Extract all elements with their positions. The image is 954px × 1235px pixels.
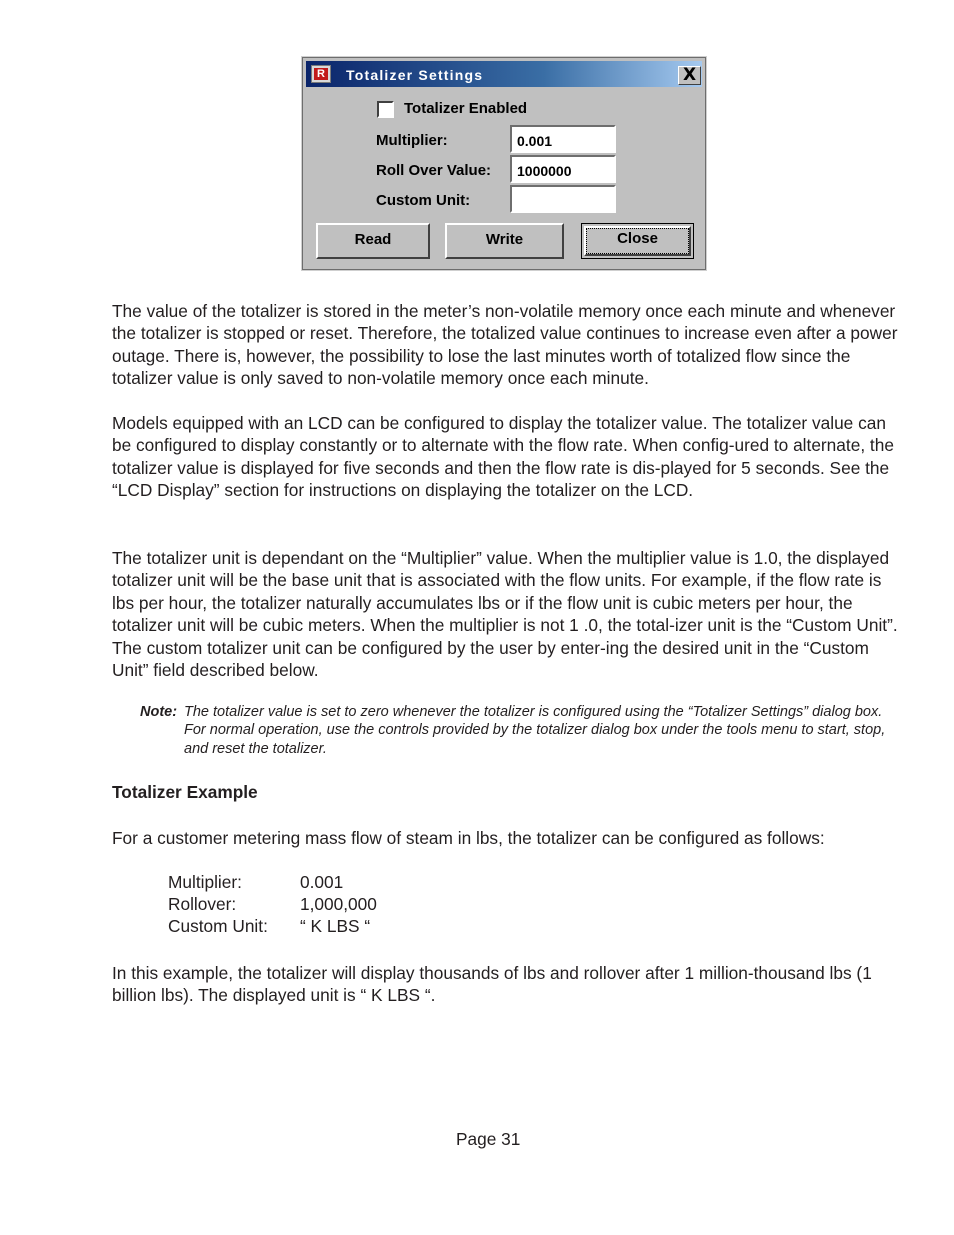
totalizer-enabled-label: Totalizer Enabled xyxy=(404,100,528,117)
paragraph-totalizer-unit: The totalizer unit is dependant on the “Multiplier” value. When the multiplier value is 1.0, the displayed totalizer unit will be the base unit that is associated with the flow units. For example, if the flow rate is lbs per hour, the totalizer naturally accumulates lbs or if the flow unit is cubic meters per hour, the totalizer unit will be cubic meters. When the multiplier is not 1 .0, the total-izer unit is the “Custom Unit”. The custom totalizer unit can be configured by the user by enter-ing the desired unit in the “Custom Unit” field described below. xyxy=(112,548,898,681)
app-logo-letter: R xyxy=(314,68,328,80)
close-button[interactable] xyxy=(581,223,694,259)
paragraph-totalizer-storage: The value of the totalizer is stored in the meter’s non-volatile memory once each minute and whenever the totalizer is stopped or reset. Therefore, the totalized value continues to increase even after a power outage. There is, however, the possibility to lose the last minutes worth of totalized flow since the totalizer value is only saved to non-volatile memory once each minute. xyxy=(112,301,898,389)
example-rollover-value: 1,000,000 xyxy=(300,894,377,914)
custom-unit-label: Custom Unit: xyxy=(376,192,471,209)
custom-unit-field[interactable] xyxy=(510,185,616,213)
page-number: Page 31 xyxy=(456,1129,521,1149)
dialog-titlebar[interactable] xyxy=(306,61,702,87)
example-multiplier-label: Multiplier: xyxy=(168,872,242,892)
totalizer-enabled-checkbox[interactable] xyxy=(377,101,394,118)
example-custom-unit-label: Custom Unit: xyxy=(168,916,268,936)
read-button[interactable]: Read xyxy=(316,223,430,259)
note-label: Note: xyxy=(140,704,178,720)
dialog-title: Totalizer Settings xyxy=(346,67,484,83)
paragraph-lcd-display: Models equipped with an LCD can be configured to display the totalizer value. The totalizer value can be configured to display constantly or to alternate with the flow rate. When config-ured to alternate, the totalizer value is displayed for five seconds and then the flow rate is dis-played for 5 seconds. See the “LCD Display” section for instructions on displaying the totalizer on the LCD. xyxy=(112,413,894,501)
example-conclusion: In this example, the totalizer will display thousands of lbs and rollover after 1 million-thousand lbs (1 billion lbs). The displayed unit is “ K LBS “. xyxy=(112,963,872,1006)
section-heading: Totalizer Example xyxy=(112,782,258,802)
roll-over-field[interactable]: 1000000 xyxy=(510,155,616,183)
note-text: The totalizer value is set to zero whenever the totalizer is configured using the “Totalizer Settings” dialog box. For normal operation, use the controls provided by the totalizer dialog box under the tools menu to start, stop, and reset the totalizer. xyxy=(184,704,886,757)
example-rollover-label: Rollover: xyxy=(168,894,237,914)
multiplier-label: Multiplier: xyxy=(376,132,448,149)
totalizer-settings-dialog xyxy=(302,57,706,270)
roll-over-label: Roll Over Value: xyxy=(376,162,492,179)
write-button[interactable]: Write xyxy=(445,223,564,259)
app-logo-icon xyxy=(311,65,331,83)
example-custom-unit-value: “ K LBS “ xyxy=(300,916,371,936)
example-intro: For a customer metering mass flow of steam in lbs, the totalizer can be configured as follows: xyxy=(112,828,825,848)
close-icon[interactable]: X xyxy=(678,66,701,85)
example-multiplier-value: 0.001 xyxy=(300,872,344,892)
note-block xyxy=(140,703,900,757)
close-button-label: Close xyxy=(617,230,658,247)
multiplier-field[interactable]: 0.001 xyxy=(510,125,616,153)
